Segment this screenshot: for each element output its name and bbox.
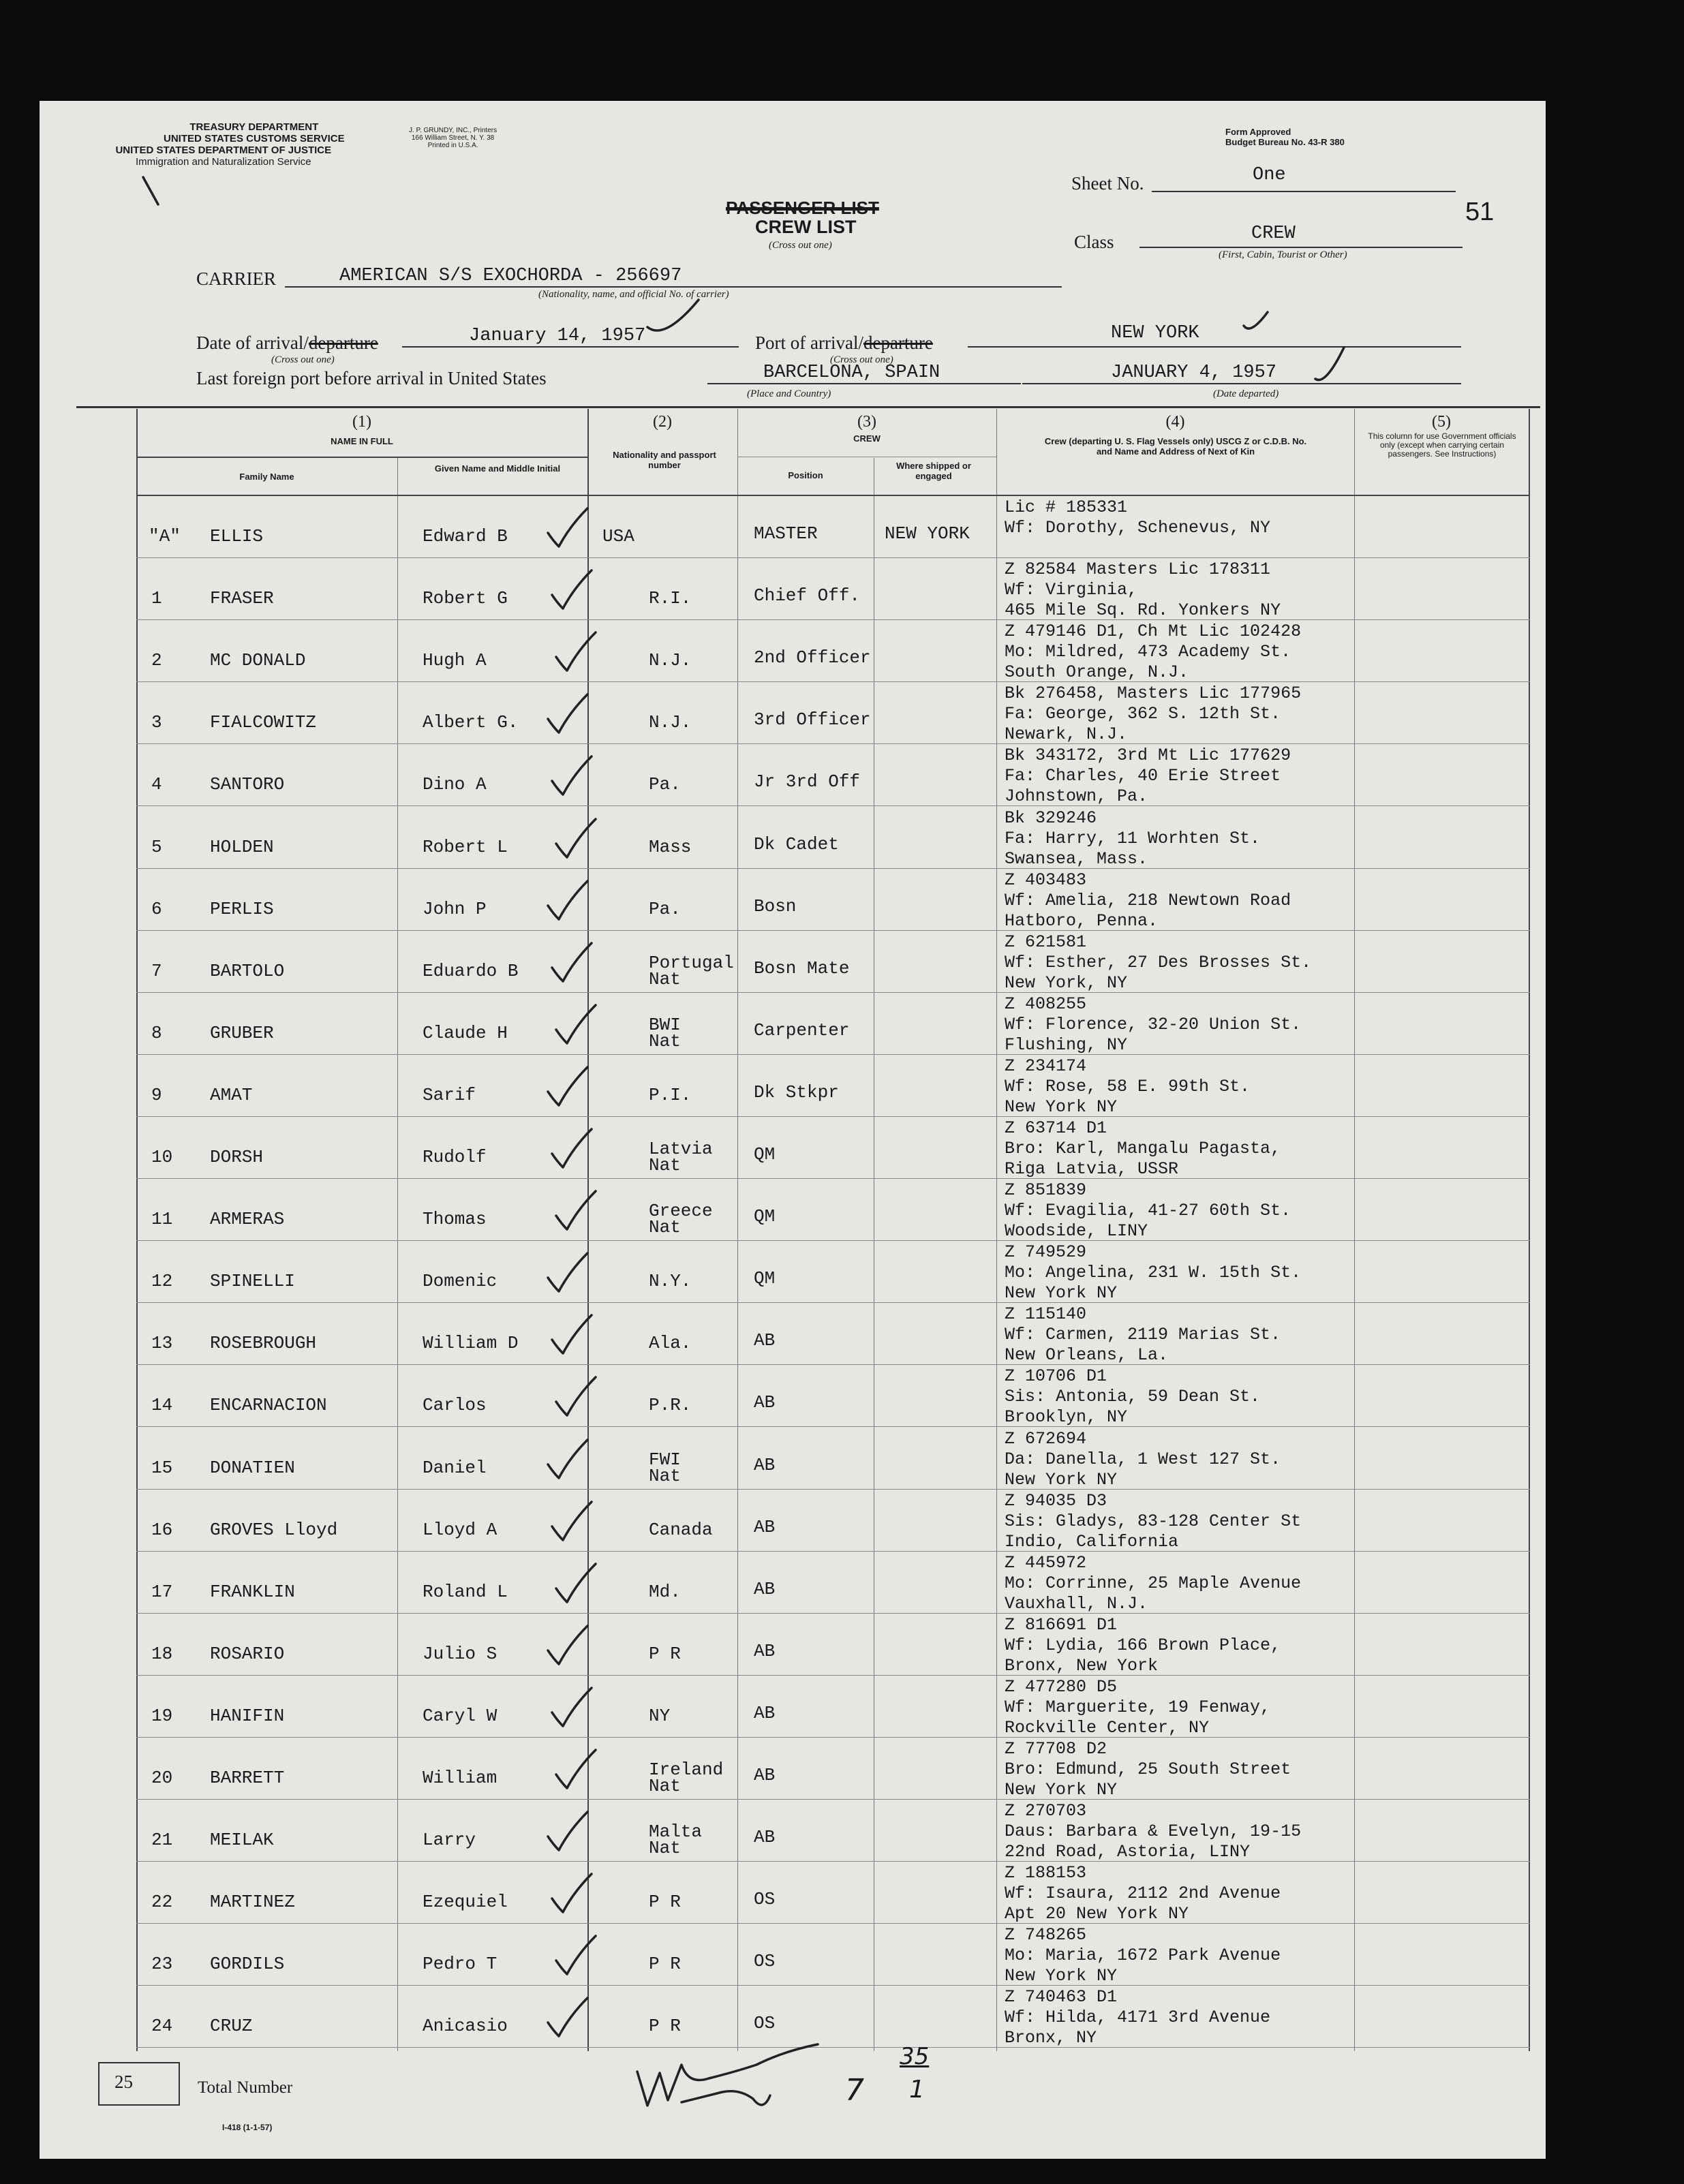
next-of-kin-line: Z 115140	[1005, 1304, 1087, 1325]
row-number: 22	[151, 1892, 173, 1913]
nationality: Malta	[649, 1821, 703, 1843]
next-of-kin-line: Z 672694	[1005, 1428, 1087, 1449]
given-name: Larry	[423, 1830, 476, 1851]
signature-underline	[682, 2091, 770, 2105]
family-name: SPINELLI	[210, 1271, 295, 1292]
nationality: Pa.	[649, 898, 681, 919]
next-of-kin-line: Z 851839	[1005, 1180, 1087, 1201]
next-of-kin-line: Fa: George, 362 S. 12th St.	[1005, 704, 1281, 724]
family-name: ARMERAS	[210, 1209, 285, 1230]
row-number: 20	[151, 1768, 173, 1788]
given-name: Julio S	[423, 1643, 497, 1664]
family-name: BARRETT	[210, 1768, 285, 1788]
family-name: AMAT	[210, 1084, 253, 1105]
family-name: CRUZ	[210, 2016, 253, 2037]
next-of-kin-line: Bk 276458, Masters Lic 177965	[1005, 683, 1302, 704]
given-name: Thomas	[423, 1209, 487, 1230]
nationality: NY	[649, 1705, 671, 1726]
next-of-kin-line: Sis: Antonia, 59 Dean St.	[1005, 1387, 1261, 1407]
next-of-kin-line: Rockville Center, NY	[1005, 1717, 1210, 1738]
next-of-kin-line: Z 816691 D1	[1005, 1614, 1118, 1635]
position: Dk Cadet	[754, 833, 839, 855]
nationality: Greece	[649, 1201, 713, 1222]
next-of-kin-line: Swansea, Mass.	[1005, 848, 1148, 869]
next-of-kin-line: New York NY	[1005, 1469, 1118, 1490]
form-number: I-418 (1-1-57)	[222, 2123, 273, 2132]
next-of-kin-line: Wf: Amelia, 218 Newtown Road	[1005, 890, 1291, 910]
given-name: Sarif	[423, 1084, 476, 1105]
next-of-kin-line: Bk 343172, 3rd Mt Lic 177629	[1005, 745, 1291, 766]
row-number: 2	[151, 650, 162, 671]
next-of-kin-line: Bronx, NY	[1005, 2028, 1097, 2048]
row-number: 12	[151, 1271, 173, 1292]
class-value: CREW	[1251, 224, 1296, 244]
title-note: (Cross out one)	[769, 240, 832, 251]
given-name: William D	[423, 1333, 519, 1354]
next-of-kin-line: Z 94035 D3	[1005, 1490, 1107, 1511]
family-name: MC DONALD	[210, 650, 306, 671]
total-label: Total Number	[198, 2078, 293, 2097]
margin-mark-7: 7	[845, 2073, 864, 2108]
next-of-kin-line: Daus: Barbara & Evelyn, 19-15	[1005, 1821, 1302, 1842]
position: Bosn	[754, 895, 797, 917]
position: OS	[754, 1951, 776, 1972]
nationality: Ala.	[649, 1333, 692, 1354]
row-number: 14	[151, 1395, 173, 1416]
next-of-kin-line: Johnstown, Pa.	[1005, 786, 1148, 807]
nationality: Md.	[649, 1581, 681, 1602]
family-name: PERLIS	[210, 898, 274, 919]
next-of-kin-line: Z 740463 D1	[1005, 1987, 1118, 2008]
nationality: N.J.	[649, 712, 692, 733]
printer-line-1: J. P. GRUNDY, INC., Printers	[409, 127, 497, 134]
next-of-kin-line: Riga Latvia, USSR	[1005, 1159, 1179, 1179]
next-of-kin-line: Indio, California	[1005, 1531, 1179, 1552]
nationality: Mass	[649, 836, 692, 857]
next-of-kin-line: Hatboro, Penna.	[1005, 910, 1159, 931]
nationality: Latvia	[649, 1139, 713, 1159]
nationality-note: Nat	[649, 1217, 681, 1238]
arrival-date-value: January 14, 1957	[469, 326, 646, 346]
row-number: 8	[151, 1022, 162, 1043]
nationality: BWI	[649, 1014, 681, 1035]
given-name: Dino A	[423, 774, 487, 795]
carrier-label: CARRIER	[196, 268, 277, 289]
nationality: P.I.	[649, 1084, 692, 1105]
row-number: 9	[151, 1084, 162, 1105]
next-of-kin-line: Flushing, NY	[1005, 1034, 1128, 1055]
given-name: Lloyd A	[423, 1519, 497, 1540]
last-port-label: Last foreign port before arrival in United States	[196, 368, 547, 388]
next-of-kin-line: Z 188153	[1005, 1863, 1087, 1883]
given-name: Pedro T	[423, 1954, 497, 1975]
family-name: HOLDEN	[210, 836, 274, 857]
nationality: USA	[602, 526, 634, 547]
carrier-value: AMERICAN S/S EXOCHORDA - 256697	[339, 266, 682, 286]
given-name: Ezequiel	[423, 1892, 508, 1913]
position: AB	[754, 1392, 776, 1413]
next-of-kin-line: Z 621581	[1005, 932, 1087, 952]
next-of-kin-line: Mo: Mildred, 473 Academy St.	[1005, 642, 1291, 662]
family-name: MARTINEZ	[210, 1892, 295, 1913]
officials-header: This column for use Government officials only (except when carrying certain passengers. See Instructions)	[1368, 431, 1516, 459]
col4-number: (4)	[1165, 413, 1185, 431]
position: Carpenter	[754, 1019, 850, 1041]
family-name: SANTORO	[210, 774, 285, 795]
nationality: Pa.	[649, 774, 681, 795]
next-of-kin-line: Vauxhall, N.J.	[1005, 1593, 1148, 1614]
nationality: P R	[649, 1643, 681, 1664]
row-number: 7	[151, 960, 162, 981]
next-of-kin-header: Crew (departing U. S. Flag Vessels only) USCG Z or C.D.B. No. and Name and Address of Next of Kin	[1044, 436, 1307, 457]
row-number: 1	[151, 588, 162, 609]
next-of-kin-line: Z 479146 D1, Ch Mt Lic 102428	[1005, 621, 1302, 642]
next-of-kin-line: 465 Mile Sq. Rd. Yonkers NY	[1005, 600, 1281, 621]
given-name-header: Given Name and Middle Initial	[434, 463, 561, 474]
next-of-kin-line: Wf: Esther, 27 Des Brosses St.	[1005, 952, 1312, 972]
family-name: DORSH	[210, 1147, 264, 1167]
family-name: ENCARNACION	[210, 1395, 327, 1416]
col5-number: (5)	[1432, 413, 1451, 431]
row-number: 15	[151, 1457, 173, 1478]
nationality-header: Nationality and passport number	[613, 450, 716, 470]
row-number: 13	[151, 1333, 173, 1354]
check-port-mark	[1244, 312, 1268, 328]
position-header: Position	[788, 470, 823, 480]
given-name: John P	[423, 898, 487, 919]
port-struck: departure	[863, 333, 933, 353]
nationality: N.Y.	[649, 1271, 692, 1292]
port-cross-note: (Cross out one)	[830, 354, 893, 365]
departed-value: JANUARY 4, 1957	[1111, 363, 1277, 383]
position: Chief Off.	[754, 585, 861, 606]
family-name: GROVES Lloyd	[210, 1519, 338, 1540]
next-of-kin-line: Apt 20 New York NY	[1005, 1904, 1189, 1924]
nationality: N.J.	[649, 650, 692, 671]
next-of-kin-line: New York NY	[1005, 1780, 1118, 1800]
given-name: Carlos	[423, 1395, 487, 1416]
last-port-note: (Place and Country)	[747, 388, 831, 399]
shipped-place: NEW YORK	[885, 523, 970, 544]
row-number: 3	[151, 712, 162, 733]
next-of-kin-line: Z 749529	[1005, 1242, 1087, 1263]
next-of-kin-line: Lic # 185331	[1005, 497, 1128, 517]
position: Dk Stkpr	[754, 1081, 839, 1103]
given-name: Roland L	[423, 1581, 508, 1602]
next-of-kin-line: Wf: Lydia, 166 Brown Place,	[1005, 1635, 1281, 1655]
next-of-kin-line: Mo: Angelina, 231 W. 15th St.	[1005, 1263, 1302, 1283]
given-name: Robert L	[423, 836, 508, 857]
row-number: "A"	[149, 526, 181, 547]
row-number: 4	[151, 774, 162, 795]
nationality-note: Nat	[649, 968, 681, 989]
position: AB	[754, 1827, 776, 1848]
next-of-kin-line: Bro: Edmund, 25 South Street	[1005, 1759, 1291, 1779]
next-of-kin-line: Newark, N.J.	[1005, 724, 1128, 745]
family-name: ROSARIO	[210, 1643, 285, 1664]
given-name: William	[423, 1768, 497, 1788]
position: OS	[754, 1889, 776, 1910]
row-number: 18	[151, 1643, 173, 1664]
margin-mark-1: 1	[909, 2076, 925, 2104]
position: Jr 3rd Off	[754, 771, 861, 793]
row-number: 11	[151, 1209, 173, 1230]
given-name: Robert G	[423, 588, 508, 609]
next-of-kin-line: Fa: Charles, 40 Erie Street	[1005, 766, 1281, 786]
given-name: Claude H	[423, 1022, 508, 1043]
col1-title: NAME IN FULL	[331, 436, 393, 446]
next-of-kin-line: Wf: Evagilia, 41-27 60th St.	[1005, 1201, 1291, 1221]
next-of-kin-line: Brooklyn, NY	[1005, 1407, 1128, 1428]
port-value: NEW YORK	[1111, 323, 1199, 343]
departed-note: (Date departed)	[1213, 388, 1279, 399]
nationality: FWI	[649, 1449, 681, 1470]
family-name: ROSEBROUGH	[210, 1333, 317, 1354]
row-number: 6	[151, 898, 162, 919]
family-name: MEILAK	[210, 1830, 274, 1851]
next-of-kin-line: Mo: Maria, 1672 Park Avenue	[1005, 1945, 1281, 1966]
crew-header: CREW	[853, 433, 881, 444]
nationality: P R	[649, 1892, 681, 1913]
nationality: Canada	[649, 1519, 713, 1540]
next-of-kin-line: Z 10706 D1	[1005, 1366, 1107, 1387]
printer-line-2: 166 William Street, N. Y. 38	[411, 134, 495, 142]
check-departed-mark	[1315, 348, 1344, 380]
next-of-kin-line: Sis: Gladys, 83-128 Center St	[1005, 1511, 1302, 1531]
next-of-kin-line: Da: Danella, 1 West 127 St.	[1005, 1449, 1281, 1469]
approval-line-2: Budget Bureau No. 43-R 380	[1225, 137, 1345, 147]
row-number: 17	[151, 1581, 173, 1602]
next-of-kin-line: Wf: Hilda, 4171 3rd Avenue	[1005, 2008, 1271, 2028]
next-of-kin-line: 22nd Road, Astoria, LINY	[1005, 1842, 1251, 1862]
given-name: Hugh A	[423, 650, 487, 671]
row-number: 21	[151, 1830, 173, 1851]
family-name: FRANKLIN	[210, 1581, 295, 1602]
check-arrival-mark	[647, 300, 699, 330]
row-number: 10	[151, 1147, 173, 1167]
position: AB	[754, 1330, 776, 1351]
nationality: Portugal	[649, 952, 734, 973]
nationality-note: Nat	[649, 1465, 681, 1486]
given-name: Daniel	[423, 1457, 487, 1478]
row-number: 24	[151, 2016, 173, 2037]
next-of-kin-line: Wf: Dorothy, Schenevus, NY	[1005, 518, 1271, 538]
next-of-kin-line: Fa: Harry, 11 Worhten St.	[1005, 828, 1261, 848]
issuer-line-4: Immigration and Naturalization Service	[135, 156, 311, 168]
row-number: 23	[151, 1954, 173, 1975]
given-name: Anicasio	[423, 2016, 508, 2037]
next-of-kin-line: Z 270703	[1005, 1801, 1087, 1821]
given-name: Albert G.	[423, 712, 519, 733]
next-of-kin-line: Mo: Corrinne, 25 Maple Avenue	[1005, 1573, 1302, 1593]
given-name: Domenic	[423, 1271, 497, 1292]
given-name: Edward B	[423, 526, 508, 547]
col2-number: (2)	[653, 413, 672, 431]
shipped-header: Where shipped or engaged	[896, 461, 971, 481]
issuer-line-2: UNITED STATES CUSTOMS SERVICE	[164, 133, 345, 144]
family-name: DONATIEN	[210, 1457, 295, 1478]
position: AB	[754, 1454, 776, 1475]
col1-number: (1)	[352, 413, 371, 431]
next-of-kin-line: New York, NY	[1005, 972, 1128, 993]
given-name: Eduardo B	[423, 960, 519, 981]
next-of-kin-line: Z 445972	[1005, 1552, 1087, 1573]
date-label-text: Date of arrival/	[196, 333, 309, 353]
given-name: Rudolf	[423, 1147, 487, 1167]
sheet-label: Sheet No.	[1071, 173, 1144, 194]
next-of-kin-line: Z 63714 D1	[1005, 1118, 1107, 1138]
position: 2nd Officer	[754, 647, 871, 668]
position: QM	[754, 1206, 776, 1227]
row-number: 16	[151, 1519, 173, 1540]
next-of-kin-line: Z 234174	[1005, 1056, 1087, 1076]
nationality-note: Nat	[649, 1030, 681, 1051]
next-of-kin-line: Z 82584 Masters Lic 178311	[1005, 559, 1271, 580]
printer-line-3: Printed in U.S.A.	[427, 142, 478, 149]
family-name: FIALCOWITZ	[210, 712, 317, 733]
col3-number: (3)	[857, 413, 876, 431]
nationality-note: Nat	[649, 1838, 681, 1859]
next-of-kin-line: New Orleans, La.	[1005, 1345, 1169, 1366]
next-of-kin-line: Wf: Florence, 32-20 Union St.	[1005, 1014, 1302, 1034]
next-of-kin-line: Wf: Isaura, 2112 2nd Avenue	[1005, 1883, 1281, 1904]
next-of-kin-line: South Orange, N.J.	[1005, 662, 1189, 683]
position: Bosn Mate	[754, 957, 850, 979]
port-label-text: Port of arrival/	[755, 333, 863, 353]
nationality: Ireland	[649, 1759, 724, 1780]
nationality-note: Nat	[649, 1155, 681, 1175]
row-number: 19	[151, 1705, 173, 1726]
date-cross-note: (Cross out one)	[271, 354, 335, 365]
next-of-kin-line: Wf: Virginia,	[1005, 580, 1138, 600]
class-label: Class	[1074, 232, 1114, 252]
position: AB	[754, 1578, 776, 1599]
last-port-value: BARCELONA, SPAIN	[763, 363, 940, 383]
date-struck: departure	[308, 333, 378, 353]
position: MASTER	[754, 523, 818, 544]
next-of-kin-line: New York NY	[1005, 1966, 1118, 1986]
class-note: (First, Cabin, Tourist or Other)	[1219, 249, 1347, 260]
sheet-value: One	[1253, 165, 1286, 185]
next-of-kin-line: New York NY	[1005, 1283, 1118, 1304]
family-name: HANIFIN	[210, 1705, 285, 1726]
next-of-kin-line: Bronx, New York	[1005, 1655, 1159, 1676]
position: QM	[754, 1268, 776, 1289]
nationality-note: Nat	[649, 1776, 681, 1796]
given-name: Caryl W	[423, 1705, 497, 1726]
carrier-note: (Nationality, name, and official No. of carrier)	[538, 289, 729, 300]
next-of-kin-line: Z 403483	[1005, 870, 1087, 890]
next-of-kin-line: Wf: Carmen, 2119 Marias St.	[1005, 1325, 1281, 1345]
next-of-kin-line: Z 77708 D2	[1005, 1739, 1107, 1759]
next-of-kin-line: Woodside, LINY	[1005, 1221, 1148, 1242]
title-struck: PASSENGER LIST	[726, 198, 879, 218]
page-number: 51	[1465, 198, 1495, 226]
nationality: P R	[649, 2016, 681, 2037]
issuer-line-3: UNITED STATES DEPARTMENT OF JUSTICE	[115, 144, 332, 156]
position: AB	[754, 1702, 776, 1723]
position: OS	[754, 2013, 776, 2034]
family-name: ELLIS	[210, 526, 264, 547]
next-of-kin-line: Z 748265	[1005, 1925, 1087, 1945]
family-name-header: Family Name	[239, 472, 294, 482]
next-of-kin-line: Z 408255	[1005, 994, 1087, 1014]
pen-tick	[143, 177, 158, 204]
approval-line-1: Form Approved	[1225, 127, 1291, 137]
position: AB	[754, 1640, 776, 1661]
total-value: 25	[114, 2072, 133, 2092]
page-title: CREW LIST	[755, 217, 857, 237]
family-name: GORDILS	[210, 1954, 285, 1975]
next-of-kin-line: Wf: Rose, 58 E. 99th St.	[1005, 1076, 1251, 1096]
next-of-kin-line: New York NY	[1005, 1096, 1118, 1117]
position: AB	[754, 1765, 776, 1785]
next-of-kin-line: Bro: Karl, Mangalu Pagasta,	[1005, 1139, 1281, 1158]
signature	[637, 2044, 818, 2106]
row-number: 5	[151, 836, 162, 857]
position: QM	[754, 1144, 776, 1165]
issuer-line-1: TREASURY DEPARTMENT	[189, 121, 319, 133]
position: AB	[754, 1516, 776, 1537]
next-of-kin-line: Bk 329246	[1005, 808, 1097, 828]
next-of-kin-line: Z 477280 D5	[1005, 1676, 1118, 1697]
nationality: R.I.	[649, 588, 692, 609]
family-name: GRUBER	[210, 1022, 274, 1043]
position: 3rd Officer	[754, 709, 871, 730]
nationality: P R	[649, 1954, 681, 1975]
margin-mark-35: 35	[900, 2043, 930, 2070]
nationality: P.R.	[649, 1395, 692, 1416]
family-name: BARTOLO	[210, 960, 285, 981]
family-name: FRASER	[210, 588, 274, 609]
next-of-kin-line: Wf: Marguerite, 19 Fenway,	[1005, 1697, 1271, 1717]
